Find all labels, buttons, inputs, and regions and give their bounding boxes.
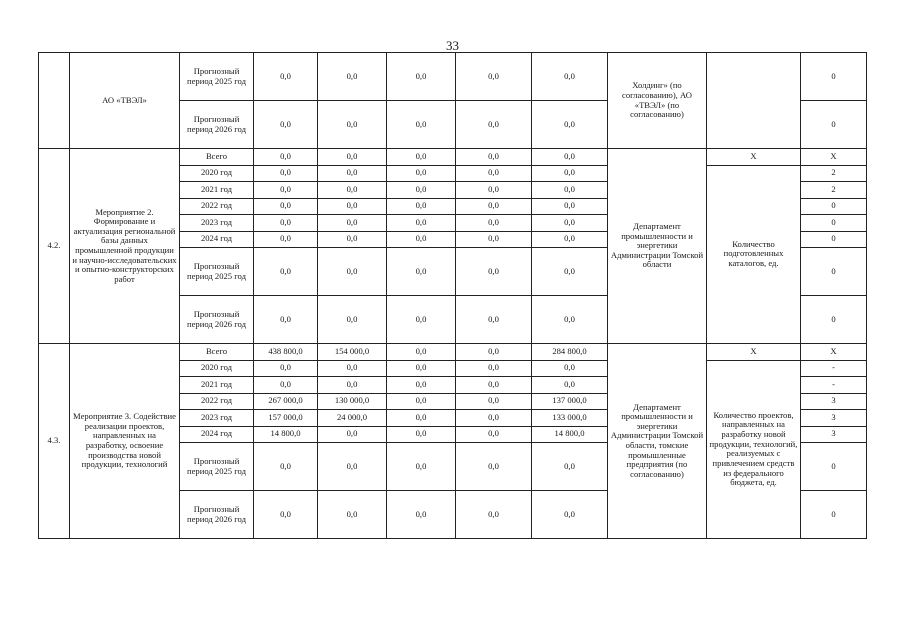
- value-cell: 0,0: [318, 377, 387, 394]
- value-cell: 0,0: [456, 182, 532, 199]
- value-cell: 0,0: [532, 149, 608, 166]
- period-cell: Прогнозный период 2026 год: [180, 101, 254, 149]
- responsible-cell: Департамент промышленности и энергетики Администрации Томской области: [608, 149, 707, 344]
- value-cell: 0,0: [387, 443, 456, 491]
- value-cell: 0,0: [387, 231, 456, 248]
- value-cell: 0,0: [387, 165, 456, 182]
- value-cell: 0,0: [254, 53, 318, 101]
- value-cell: 157 000,0: [254, 410, 318, 427]
- period-cell: 2020 год: [180, 360, 254, 377]
- value-cell: 0,0: [532, 248, 608, 296]
- value-cell: 0,0: [456, 101, 532, 149]
- value-cell: 0,0: [318, 101, 387, 149]
- value-cell: 0,0: [456, 149, 532, 166]
- responsible-cell: Департамент промышленности и энергетики Администрации Томской области, томские промышленные предприятия (по согласованию): [608, 344, 707, 539]
- value-cell: 0,0: [318, 182, 387, 199]
- value-cell: 0,0: [387, 53, 456, 101]
- value-cell: 0,0: [456, 296, 532, 344]
- item-name: АО «ТВЭЛ»: [70, 53, 180, 149]
- value-cell: 0,0: [387, 198, 456, 215]
- value-cell: 0,0: [254, 248, 318, 296]
- value-cell: 0,0: [456, 215, 532, 232]
- value-cell: 0,0: [318, 443, 387, 491]
- value-cell: 0,0: [318, 149, 387, 166]
- value-cell: 0,0: [318, 53, 387, 101]
- indicator-cell: Количество подготовленных каталогов, ед.: [707, 165, 801, 344]
- indicator-value-cell: -: [801, 377, 867, 394]
- period-cell: 2022 год: [180, 198, 254, 215]
- value-cell: 0,0: [532, 231, 608, 248]
- indicator-value-cell: 0: [801, 101, 867, 149]
- indicator-x-cell: Х: [707, 149, 801, 166]
- value-cell: 0,0: [456, 377, 532, 394]
- value-cell: 0,0: [532, 360, 608, 377]
- item-name: Мероприятие 3. Содействие реализации проектов, направленных на разработку, освоение производства новой продукции, технологий: [70, 344, 180, 539]
- table-row: [39, 344, 867, 361]
- value-cell: 0,0: [387, 296, 456, 344]
- table-row: [39, 149, 867, 166]
- value-cell: 0,0: [387, 101, 456, 149]
- program-table: [38, 52, 867, 539]
- period-cell: Прогнозный период 2026 год: [180, 296, 254, 344]
- value-cell: 0,0: [318, 426, 387, 443]
- indicator-value-cell: 0: [801, 231, 867, 248]
- value-cell: 0,0: [456, 360, 532, 377]
- value-cell: 133 000,0: [532, 410, 608, 427]
- value-cell: 0,0: [254, 296, 318, 344]
- period-cell: Прогнозный период 2025 год: [180, 443, 254, 491]
- indicator-value-cell: -: [801, 360, 867, 377]
- value-cell: 0,0: [532, 443, 608, 491]
- value-cell: 0,0: [254, 198, 318, 215]
- value-cell: 0,0: [456, 231, 532, 248]
- value-cell: 0,0: [532, 165, 608, 182]
- indicator-value-cell: 3: [801, 410, 867, 427]
- value-cell: 0,0: [387, 393, 456, 410]
- value-cell: 0,0: [532, 377, 608, 394]
- page-number: 33: [446, 38, 459, 53]
- indicator-value-cell: 3: [801, 393, 867, 410]
- value-cell: 0,0: [387, 360, 456, 377]
- indicator-value-cell: Х: [801, 149, 867, 166]
- value-cell: 0,0: [532, 182, 608, 199]
- value-cell: 0,0: [254, 101, 318, 149]
- value-cell: 0,0: [318, 198, 387, 215]
- value-cell: 0,0: [456, 198, 532, 215]
- value-cell: 0,0: [456, 393, 532, 410]
- indicator-value-cell: 3: [801, 426, 867, 443]
- value-cell: 0,0: [254, 360, 318, 377]
- value-cell: 438 800,0: [254, 344, 318, 361]
- value-cell: 267 000,0: [254, 393, 318, 410]
- value-cell: 0,0: [254, 231, 318, 248]
- period-cell: 2020 год: [180, 165, 254, 182]
- value-cell: 0,0: [318, 491, 387, 539]
- item-number: [39, 53, 70, 149]
- value-cell: 0,0: [318, 231, 387, 248]
- value-cell: 0,0: [532, 53, 608, 101]
- value-cell: 0,0: [387, 215, 456, 232]
- item-number: 4.2.: [39, 149, 70, 344]
- item-number: 4.3.: [39, 344, 70, 539]
- value-cell: 0,0: [254, 149, 318, 166]
- value-cell: 0,0: [318, 296, 387, 344]
- value-cell: 284 800,0: [532, 344, 608, 361]
- value-cell: 0,0: [318, 360, 387, 377]
- value-cell: 0,0: [456, 248, 532, 296]
- indicator-value-cell: 0: [801, 53, 867, 101]
- indicator-cell: [707, 53, 801, 149]
- value-cell: 0,0: [387, 182, 456, 199]
- period-cell: 2024 год: [180, 231, 254, 248]
- period-cell: Всего: [180, 344, 254, 361]
- value-cell: 0,0: [387, 410, 456, 427]
- value-cell: 0,0: [387, 491, 456, 539]
- value-cell: 0,0: [532, 296, 608, 344]
- period-cell: Всего: [180, 149, 254, 166]
- value-cell: 0,0: [387, 248, 456, 296]
- value-cell: 0,0: [254, 182, 318, 199]
- value-cell: 0,0: [532, 198, 608, 215]
- value-cell: 0,0: [254, 165, 318, 182]
- value-cell: 0,0: [456, 344, 532, 361]
- indicator-cell: Количество проектов, направленных на разработку новой продукции, технологий, реализуемых с привлечением средств из федерального бюджета, ед.: [707, 360, 801, 539]
- value-cell: 0,0: [318, 248, 387, 296]
- value-cell: 14 800,0: [254, 426, 318, 443]
- value-cell: 0,0: [456, 165, 532, 182]
- value-cell: 0,0: [387, 426, 456, 443]
- value-cell: 0,0: [532, 215, 608, 232]
- period-cell: 2024 год: [180, 426, 254, 443]
- value-cell: 0,0: [318, 165, 387, 182]
- indicator-value-cell: 0: [801, 296, 867, 344]
- value-cell: 0,0: [387, 149, 456, 166]
- value-cell: 0,0: [254, 215, 318, 232]
- indicator-value-cell: 0: [801, 198, 867, 215]
- indicator-value-cell: 0: [801, 443, 867, 491]
- item-name: Мероприятие 2. Формирование и актуализация региональной базы данных промышленной продукции и научно-исследовательских и опытно-конструкторских работ: [70, 149, 180, 344]
- value-cell: 0,0: [456, 491, 532, 539]
- value-cell: 0,0: [387, 344, 456, 361]
- value-cell: 14 800,0: [532, 426, 608, 443]
- value-cell: 0,0: [456, 426, 532, 443]
- value-cell: 0,0: [387, 377, 456, 394]
- value-cell: 0,0: [254, 443, 318, 491]
- value-cell: 0,0: [318, 215, 387, 232]
- value-cell: 0,0: [254, 491, 318, 539]
- responsible-cell: Холдинг» (по согласованию), АО «ТВЭЛ» (по согласованию): [608, 53, 707, 149]
- indicator-value-cell: 0: [801, 215, 867, 232]
- period-cell: 2023 год: [180, 215, 254, 232]
- value-cell: 154 000,0: [318, 344, 387, 361]
- value-cell: 0,0: [532, 101, 608, 149]
- period-cell: Прогнозный период 2025 год: [180, 53, 254, 101]
- indicator-value-cell: Х: [801, 344, 867, 361]
- period-cell: 2021 год: [180, 377, 254, 394]
- indicator-value-cell: 2: [801, 165, 867, 182]
- period-cell: Прогнозный период 2025 год: [180, 248, 254, 296]
- period-cell: 2021 год: [180, 182, 254, 199]
- value-cell: 24 000,0: [318, 410, 387, 427]
- value-cell: 0,0: [532, 491, 608, 539]
- period-cell: 2022 год: [180, 393, 254, 410]
- indicator-value-cell: 2: [801, 182, 867, 199]
- value-cell: 130 000,0: [318, 393, 387, 410]
- value-cell: 137 000,0: [532, 393, 608, 410]
- indicator-x-cell: Х: [707, 344, 801, 361]
- value-cell: 0,0: [254, 377, 318, 394]
- value-cell: 0,0: [456, 443, 532, 491]
- table-row: [39, 53, 867, 101]
- period-cell: 2023 год: [180, 410, 254, 427]
- indicator-value-cell: 0: [801, 491, 867, 539]
- period-cell: Прогнозный период 2026 год: [180, 491, 254, 539]
- indicator-value-cell: 0: [801, 248, 867, 296]
- value-cell: 0,0: [456, 53, 532, 101]
- value-cell: 0,0: [456, 410, 532, 427]
